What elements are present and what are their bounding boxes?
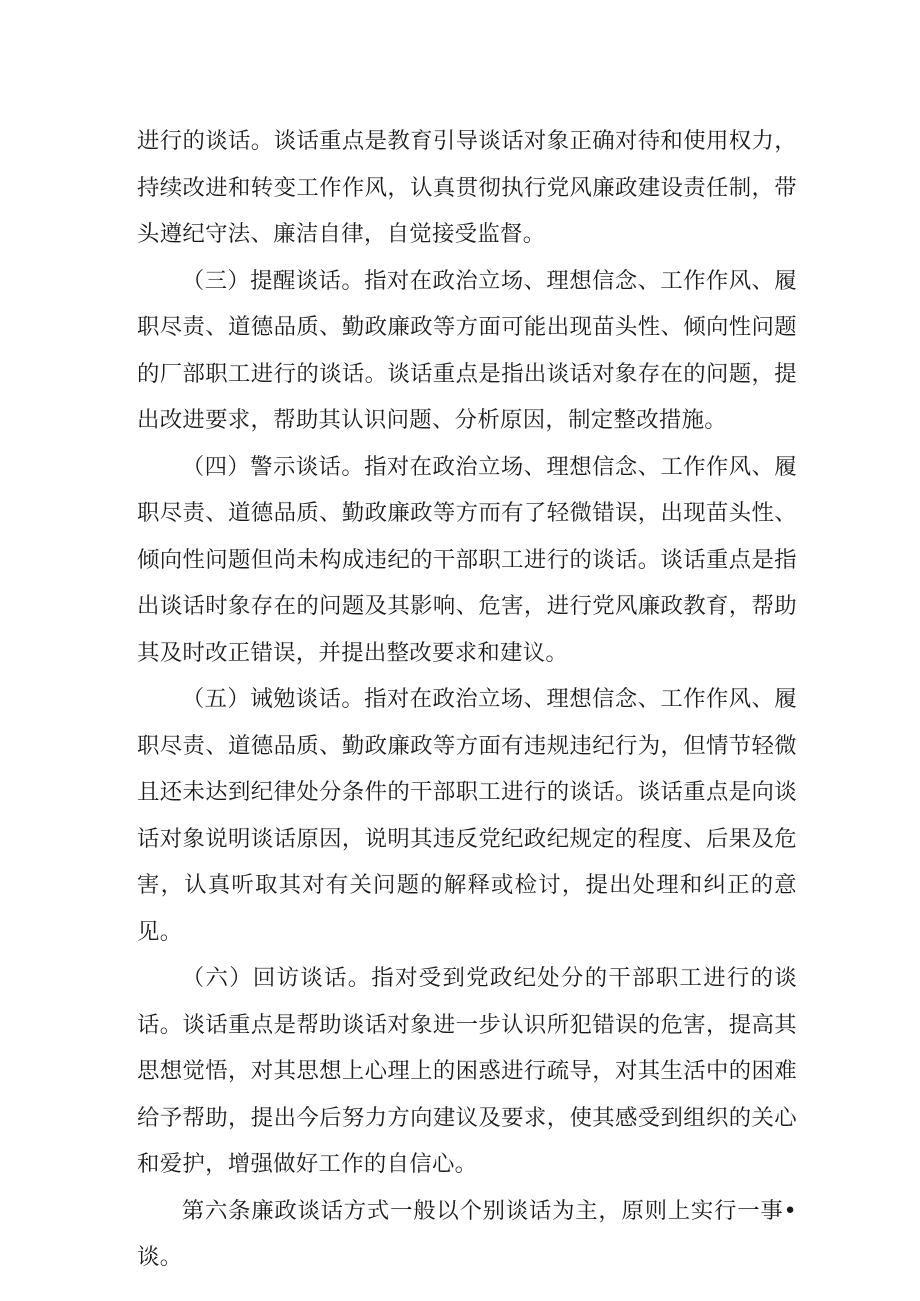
paragraph-admonition-talk: （五）诫勉谈话。指对在政治立场、理想信念、工作作风、履职尽责、道德品质、勤政廉政等方面有违规违纪行为，但情节轻微且还未达到纪律处分条件的干部职工进行的谈话。谈话重点是向谈话对象说明谈话原因，说明其违反党纪政纪规定的程度、后果及危害，认真听取其对有关问题的解释或检讨，提出处理和纠正的意见。	[137, 686, 797, 945]
paragraph-article-six: 第六条廉政谈话方式一般以个别谈话为主，原则上实行一事•谈。	[137, 1197, 797, 1270]
paragraph-follow-up-talk: （六）回访谈话。指对受到党政纪处分的干部职工进行的谈话。谈话重点是帮助谈话对象进一步认识所犯错误的危害，提高其思想觉悟，对其思想上心理上的困惑进行疏导，对其生活中的困难给予帮助，提出今后努力方向建议及要求，使其感受到组织的关心和爱护，增强做好工作的自信心。	[137, 965, 797, 1177]
paragraph-warning-talk: （四）警示谈话。指对在政治立场、理想信念、工作作风、履职尽责、道德品质、勤政廉政等方而有了轻微错误，出现苗头性、倾向性问题但尚未构成违纪的干部职工进行的谈话。谈话重点是指出谈话时象存在的问题及其影响、危害，进行党风廉政教育，帮助其及时改正错误，并提出整改要求和建议。	[137, 453, 797, 666]
document-body	[137, 118, 797, 1281]
paragraph-reminder-talk: （三）提醒谈话。指对在政治立场、理想信念、工作作风、履职尽责、道德品质、勤政廉政等方面可能出现苗头性、倾向性问题的厂部职工进行的谈话。谈话重点是指出谈话对象存在的问题，提出改进要求，帮助其认识问题、分析原因，制定整改措施。	[137, 267, 797, 433]
paragraph-continued-text: 进行的谈话。谈话重点是教育引导谈话对象正确对待和使用权力，持续改进和转变工作作风，认真贯彻执行党风廉政建设责任制，带头遵纪守法、廉洁自律，自觉接受监督。	[137, 128, 797, 247]
